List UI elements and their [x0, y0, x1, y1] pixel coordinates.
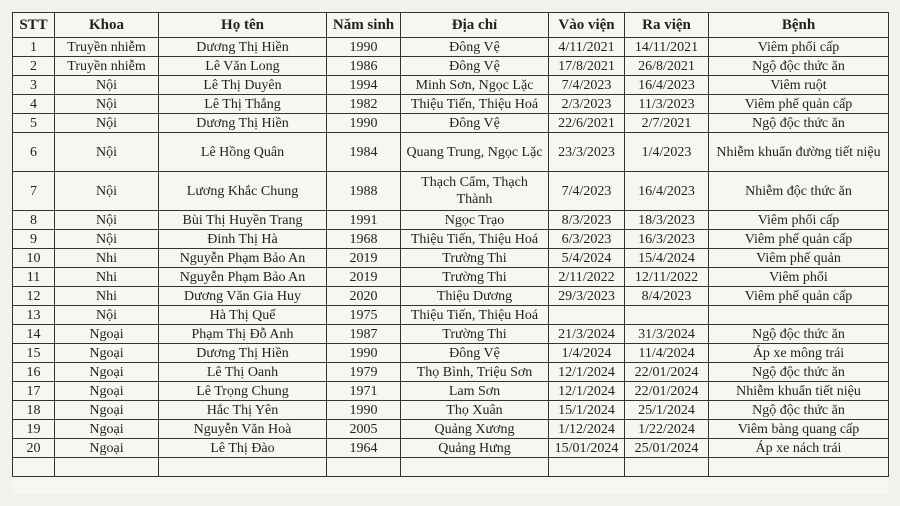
empty-cell: [13, 458, 55, 477]
table-row: [13, 76, 889, 95]
cell-benh: Nhiễm khuẩn tiết niệu: [709, 382, 889, 401]
table-row: [13, 95, 889, 114]
cell-ho-ten: Lê Thị Oanh: [159, 363, 327, 382]
cell-ho-ten: Nguyễn Văn Hoà: [159, 420, 327, 439]
cell-nam-sinh: 1964: [327, 439, 401, 458]
cell-dia-chi: Trường Thi: [401, 325, 549, 344]
cell-nam-sinh: 1987: [327, 325, 401, 344]
cell-vao-vien: 29/3/2023: [549, 287, 625, 306]
cell-vao-vien: 12/1/2024: [549, 363, 625, 382]
cell-stt: 18: [13, 401, 55, 420]
cell-vao-vien: [549, 306, 625, 325]
cell-ho-ten: Nguyễn Phạm Bảo An: [159, 249, 327, 268]
cell-benh: Ngộ độc thức ăn: [709, 57, 889, 76]
cell-ra-vien: 31/3/2024: [625, 325, 709, 344]
cell-benh: Áp xe mông trái: [709, 344, 889, 363]
cell-khoa: Ngoại: [55, 439, 159, 458]
cell-benh: Áp xe nách trái: [709, 439, 889, 458]
cell-khoa: Ngoại: [55, 401, 159, 420]
cell-ho-ten: Dương Thị Hiền: [159, 114, 327, 133]
cell-vao-vien: 17/8/2021: [549, 57, 625, 76]
cell-vao-vien: 2/11/2022: [549, 268, 625, 287]
cell-ho-ten: Dương Văn Gia Huy: [159, 287, 327, 306]
empty-cell: [159, 458, 327, 477]
cell-stt: 19: [13, 420, 55, 439]
cell-khoa: Nhi: [55, 249, 159, 268]
cell-ho-ten: Lê Hồng Quân: [159, 133, 327, 172]
cell-stt: 17: [13, 382, 55, 401]
cell-nam-sinh: 1968: [327, 230, 401, 249]
cell-nam-sinh: 2019: [327, 268, 401, 287]
table-row: [13, 344, 889, 363]
cell-ra-vien: 25/1/2024: [625, 401, 709, 420]
cell-ra-vien: [625, 306, 709, 325]
cell-ra-vien: 14/11/2021: [625, 38, 709, 57]
cell-vao-vien: 7/4/2023: [549, 172, 625, 211]
cell-dia-chi: Lam Sơn: [401, 382, 549, 401]
cell-ra-vien: 11/4/2024: [625, 344, 709, 363]
table-row: [13, 325, 889, 344]
cell-ho-ten: Lê Văn Long: [159, 57, 327, 76]
cell-khoa: Nội: [55, 133, 159, 172]
header-ra-vien: Ra viện: [625, 13, 709, 38]
cell-ra-vien: 18/3/2023: [625, 211, 709, 230]
cell-khoa: Nội: [55, 211, 159, 230]
cell-stt: 10: [13, 249, 55, 268]
cell-stt: 1: [13, 38, 55, 57]
cell-ra-vien: 16/4/2023: [625, 76, 709, 95]
cell-khoa: Ngoại: [55, 420, 159, 439]
cell-ho-ten: Dương Thị Hiền: [159, 344, 327, 363]
cell-stt: 6: [13, 133, 55, 172]
patient-register-sheet: [12, 12, 888, 494]
cell-stt: 8: [13, 211, 55, 230]
header-row: [13, 13, 889, 38]
cell-ra-vien: 2/7/2021: [625, 114, 709, 133]
cell-nam-sinh: 1986: [327, 57, 401, 76]
cell-dia-chi: Thiệu Dương: [401, 287, 549, 306]
cell-ho-ten: Nguyễn Phạm Bảo An: [159, 268, 327, 287]
cell-nam-sinh: 2005: [327, 420, 401, 439]
cell-nam-sinh: 1994: [327, 76, 401, 95]
cell-nam-sinh: 1971: [327, 382, 401, 401]
cell-vao-vien: 12/1/2024: [549, 382, 625, 401]
cell-nam-sinh: 1990: [327, 114, 401, 133]
cell-nam-sinh: 1979: [327, 363, 401, 382]
cell-ra-vien: 16/3/2023: [625, 230, 709, 249]
cell-ho-ten: Lê Thị Đào: [159, 439, 327, 458]
cell-vao-vien: 2/3/2023: [549, 95, 625, 114]
cell-benh: Ngộ độc thức ăn: [709, 114, 889, 133]
cell-vao-vien: 4/11/2021: [549, 38, 625, 57]
cell-vao-vien: 1/12/2024: [549, 420, 625, 439]
cell-vao-vien: 1/4/2024: [549, 344, 625, 363]
cell-nam-sinh: 1990: [327, 38, 401, 57]
header-ho-ten: Họ tên: [159, 13, 327, 38]
cell-stt: 14: [13, 325, 55, 344]
cell-dia-chi: Thiệu Tiến, Thiệu Hoá: [401, 95, 549, 114]
table-row: [13, 38, 889, 57]
cell-stt: 7: [13, 172, 55, 211]
cell-ho-ten: Lê Trọng Chung: [159, 382, 327, 401]
cell-dia-chi: Thiệu Tiến, Thiệu Hoá: [401, 306, 549, 325]
cell-nam-sinh: 1975: [327, 306, 401, 325]
cell-benh: Nhiễm độc thức ăn: [709, 172, 889, 211]
cell-ho-ten: Lê Thị Thắng: [159, 95, 327, 114]
cell-khoa: Nội: [55, 230, 159, 249]
cell-khoa: Ngoại: [55, 325, 159, 344]
table-row: [13, 249, 889, 268]
cell-ra-vien: 12/11/2022: [625, 268, 709, 287]
cell-khoa: Ngoại: [55, 344, 159, 363]
cell-ho-ten: Lương Khắc Chung: [159, 172, 327, 211]
cell-khoa: Nhi: [55, 268, 159, 287]
cell-ra-vien: 1/22/2024: [625, 420, 709, 439]
empty-cell: [709, 458, 889, 477]
empty-cell: [625, 458, 709, 477]
cell-nam-sinh: 1982: [327, 95, 401, 114]
cell-ho-ten: Đinh Thị Hà: [159, 230, 327, 249]
cell-dia-chi: Trường Thi: [401, 268, 549, 287]
cell-ho-ten: Hà Thị Quế: [159, 306, 327, 325]
cell-vao-vien: 21/3/2024: [549, 325, 625, 344]
table-row: [13, 268, 889, 287]
cell-stt: 2: [13, 57, 55, 76]
cell-stt: 16: [13, 363, 55, 382]
empty-cell: [327, 458, 401, 477]
table-row: [13, 133, 889, 172]
empty-cell: [55, 458, 159, 477]
cell-benh: Viêm bàng quang cấp: [709, 420, 889, 439]
table-row: [13, 382, 889, 401]
cell-ra-vien: 26/8/2021: [625, 57, 709, 76]
cell-vao-vien: 15/1/2024: [549, 401, 625, 420]
cell-nam-sinh: 1991: [327, 211, 401, 230]
cell-dia-chi: Đông Vệ: [401, 344, 549, 363]
cell-benh: Viêm phế quản: [709, 249, 889, 268]
cell-vao-vien: 23/3/2023: [549, 133, 625, 172]
cell-ho-ten: Lê Thị Duyên: [159, 76, 327, 95]
cell-dia-chi: Quảng Xương: [401, 420, 549, 439]
cell-nam-sinh: 2020: [327, 287, 401, 306]
cell-dia-chi: Thiệu Tiến, Thiệu Hoá: [401, 230, 549, 249]
cell-dia-chi: Đông Vệ: [401, 57, 549, 76]
cell-benh: Viêm phổi cấp: [709, 38, 889, 57]
cell-stt: 11: [13, 268, 55, 287]
cell-nam-sinh: 1990: [327, 401, 401, 420]
cell-benh: Nhiễm khuẩn đường tiết niệu: [709, 133, 889, 172]
cell-stt: 20: [13, 439, 55, 458]
patient-register-table: [12, 12, 889, 477]
cell-benh: Viêm ruột: [709, 76, 889, 95]
cell-ra-vien: 25/01/2024: [625, 439, 709, 458]
table-row: [13, 363, 889, 382]
cell-dia-chi: Minh Sơn, Ngọc Lặc: [401, 76, 549, 95]
cell-vao-vien: 5/4/2024: [549, 249, 625, 268]
cell-stt: 15: [13, 344, 55, 363]
cell-khoa: Nội: [55, 114, 159, 133]
table-row: [13, 420, 889, 439]
table-row: [13, 230, 889, 249]
header-vao-vien: Vào viện: [549, 13, 625, 38]
cell-khoa: Nội: [55, 76, 159, 95]
header-stt: STT: [13, 13, 55, 38]
cell-vao-vien: 7/4/2023: [549, 76, 625, 95]
cell-stt: 3: [13, 76, 55, 95]
empty-cell: [401, 458, 549, 477]
cell-benh: Ngộ độc thức ăn: [709, 325, 889, 344]
cell-nam-sinh: 1988: [327, 172, 401, 211]
cell-benh: [709, 306, 889, 325]
cell-ho-ten: Bùi Thị Huyền Trang: [159, 211, 327, 230]
cell-vao-vien: 8/3/2023: [549, 211, 625, 230]
cell-nam-sinh: 1990: [327, 344, 401, 363]
cell-benh: Ngộ độc thức ăn: [709, 363, 889, 382]
cell-ra-vien: 11/3/2023: [625, 95, 709, 114]
cell-nam-sinh: 1984: [327, 133, 401, 172]
cell-benh: Viêm phế quản cấp: [709, 287, 889, 306]
cell-khoa: Nhi: [55, 287, 159, 306]
cell-ra-vien: 22/01/2024: [625, 363, 709, 382]
cell-ra-vien: 16/4/2023: [625, 172, 709, 211]
table-row: [13, 57, 889, 76]
table-row: [13, 439, 889, 458]
cell-ra-vien: 15/4/2024: [625, 249, 709, 268]
cell-benh: Viêm phổi cấp: [709, 211, 889, 230]
empty-cell: [549, 458, 625, 477]
cell-dia-chi: Thạch Cẩm, Thạch Thành: [401, 172, 549, 211]
cell-khoa: Nội: [55, 95, 159, 114]
empty-table-row: [13, 458, 889, 477]
cell-ra-vien: 22/01/2024: [625, 382, 709, 401]
cell-benh: Ngộ độc thức ăn: [709, 401, 889, 420]
header-dia-chi: Địa chỉ: [401, 13, 549, 38]
header-khoa: Khoa: [55, 13, 159, 38]
cell-dia-chi: Thọ Xuân: [401, 401, 549, 420]
cell-stt: 4: [13, 95, 55, 114]
cell-stt: 9: [13, 230, 55, 249]
cell-ra-vien: 8/4/2023: [625, 287, 709, 306]
table-row: [13, 114, 889, 133]
cell-dia-chi: Quang Trung, Ngọc Lặc: [401, 133, 549, 172]
cell-khoa: Nội: [55, 306, 159, 325]
cell-ra-vien: 1/4/2023: [625, 133, 709, 172]
cell-benh: Viêm phế quản cấp: [709, 230, 889, 249]
cell-dia-chi: Đông Vệ: [401, 38, 549, 57]
header-benh: Bệnh: [709, 13, 889, 38]
table-row: [13, 306, 889, 325]
cell-vao-vien: 15/01/2024: [549, 439, 625, 458]
cell-vao-vien: 6/3/2023: [549, 230, 625, 249]
cell-khoa: Truyền nhiễm: [55, 38, 159, 57]
cell-vao-vien: 22/6/2021: [549, 114, 625, 133]
table-row: [13, 211, 889, 230]
table-row: [13, 287, 889, 306]
cell-khoa: Ngoại: [55, 363, 159, 382]
cell-ho-ten: Hắc Thị Yên: [159, 401, 327, 420]
cell-ho-ten: Phạm Thị Đỗ Anh: [159, 325, 327, 344]
cell-ho-ten: Dương Thị Hiền: [159, 38, 327, 57]
cell-khoa: Truyền nhiễm: [55, 57, 159, 76]
cell-dia-chi: Quảng Hưng: [401, 439, 549, 458]
cell-stt: 12: [13, 287, 55, 306]
cell-nam-sinh: 2019: [327, 249, 401, 268]
header-nam-sinh: Năm sinh: [327, 13, 401, 38]
table-row: [13, 401, 889, 420]
cell-khoa: Nội: [55, 172, 159, 211]
table-row: [13, 172, 889, 211]
cell-dia-chi: Thọ Bình, Triệu Sơn: [401, 363, 549, 382]
cell-stt: 5: [13, 114, 55, 133]
cell-dia-chi: Ngọc Trạo: [401, 211, 549, 230]
cell-benh: Viêm phế quản cấp: [709, 95, 889, 114]
cell-dia-chi: Trường Thi: [401, 249, 549, 268]
cell-stt: 13: [13, 306, 55, 325]
cell-khoa: Ngoại: [55, 382, 159, 401]
cell-dia-chi: Đông Vệ: [401, 114, 549, 133]
cell-benh: Viêm phổi: [709, 268, 889, 287]
